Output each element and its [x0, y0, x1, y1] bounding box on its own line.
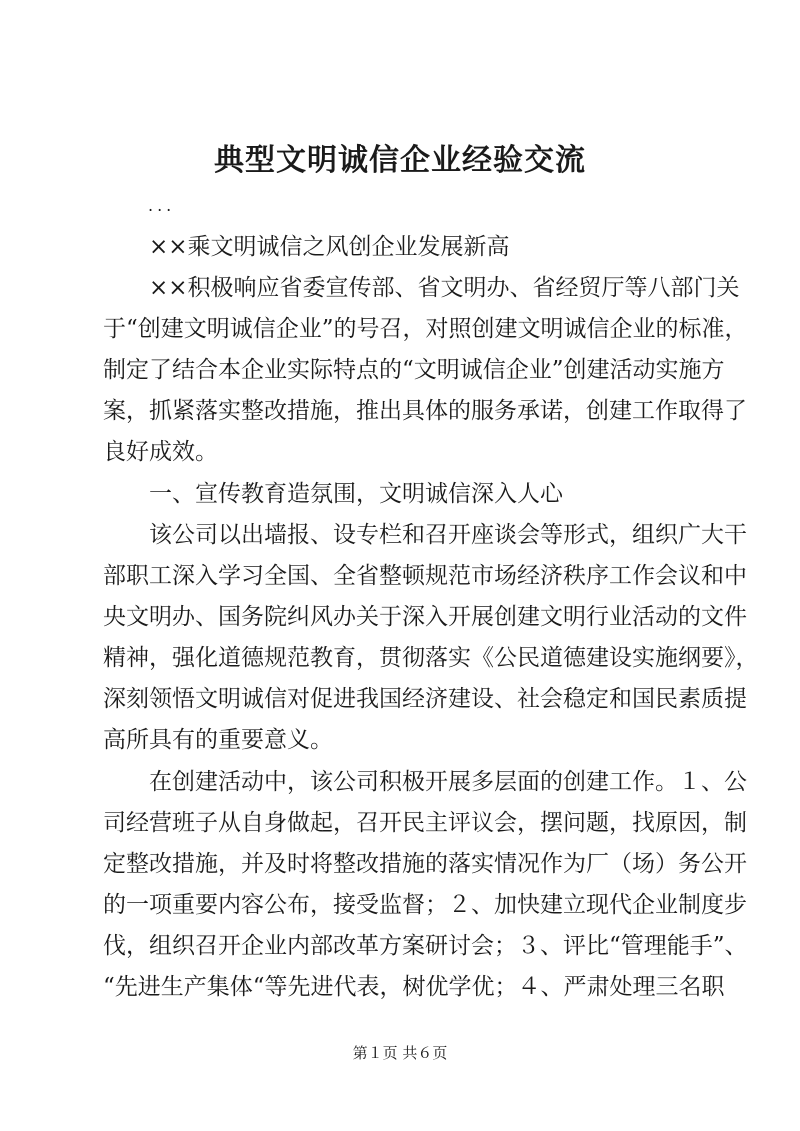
body-line: 案，抓紧落实整改措施，推出具体的服务承诺，创建工作取得了: [103, 398, 747, 424]
body-line: 精神，强化道德规范教育，贯彻落实《公民道德建设实施纲要》，: [103, 645, 759, 671]
body-line: 良好成效。: [103, 439, 218, 465]
body-line: 在创建活动中，该公司积极开展多层面的创建工作。１、公: [149, 769, 747, 795]
body-line: 于“创建文明诚信企业”的号召，对照创建文明诚信企业的标准，: [103, 316, 748, 342]
body-line: 央文明办、国务院纠风办关于深入开展创建文明行业活动的文件: [103, 604, 747, 630]
body-line: 的一项重要内容公布，接受监督；２、加快建立现代企业制度步: [103, 892, 747, 918]
body-line: 司经营班子从自身做起，召开民主评议会，摆问题，找原因，制: [103, 810, 747, 836]
body-line: 该公司以出墙报、设专栏和召开座谈会等形式，组织广大干: [149, 522, 747, 548]
body-line: 深刻领悟文明诚信对促进我国经济建设、社会稳定和国民素质提: [103, 686, 747, 712]
document-title: 典型文明诚信企业经验交流: [214, 143, 586, 178]
ellipsis-marker: ...: [148, 196, 176, 215]
body-line: 伐，组织召开企业内部改革方案研讨会；３、评比“管理能手”、: [103, 933, 748, 959]
body-line: 定整改措施，并及时将整改措施的落实情况作为厂（场）务公开: [103, 851, 747, 877]
page-footer: 第１页 共６页: [352, 1044, 448, 1062]
body-line: ××积极响应省委宣传部、省文明办、省经贸厅等八部门关: [149, 275, 740, 301]
section-heading: 一、宣传教育造氛围，文明诚信深入人心: [149, 481, 563, 507]
body-line: 制定了结合本企业实际特点的“文明诚信企业”创建活动实施方: [103, 357, 725, 383]
body-line: “先进生产集体“等先进代表，树优学优；４、严肃处理三名职: [103, 974, 725, 1000]
body-line: 高所具有的重要意义。: [103, 727, 333, 753]
subtitle-line: ××乘文明诚信之风创企业发展新高: [149, 234, 510, 260]
body-line: 部职工深入学习全国、全省整顿规范市场经济秩序工作会议和中: [103, 563, 747, 589]
